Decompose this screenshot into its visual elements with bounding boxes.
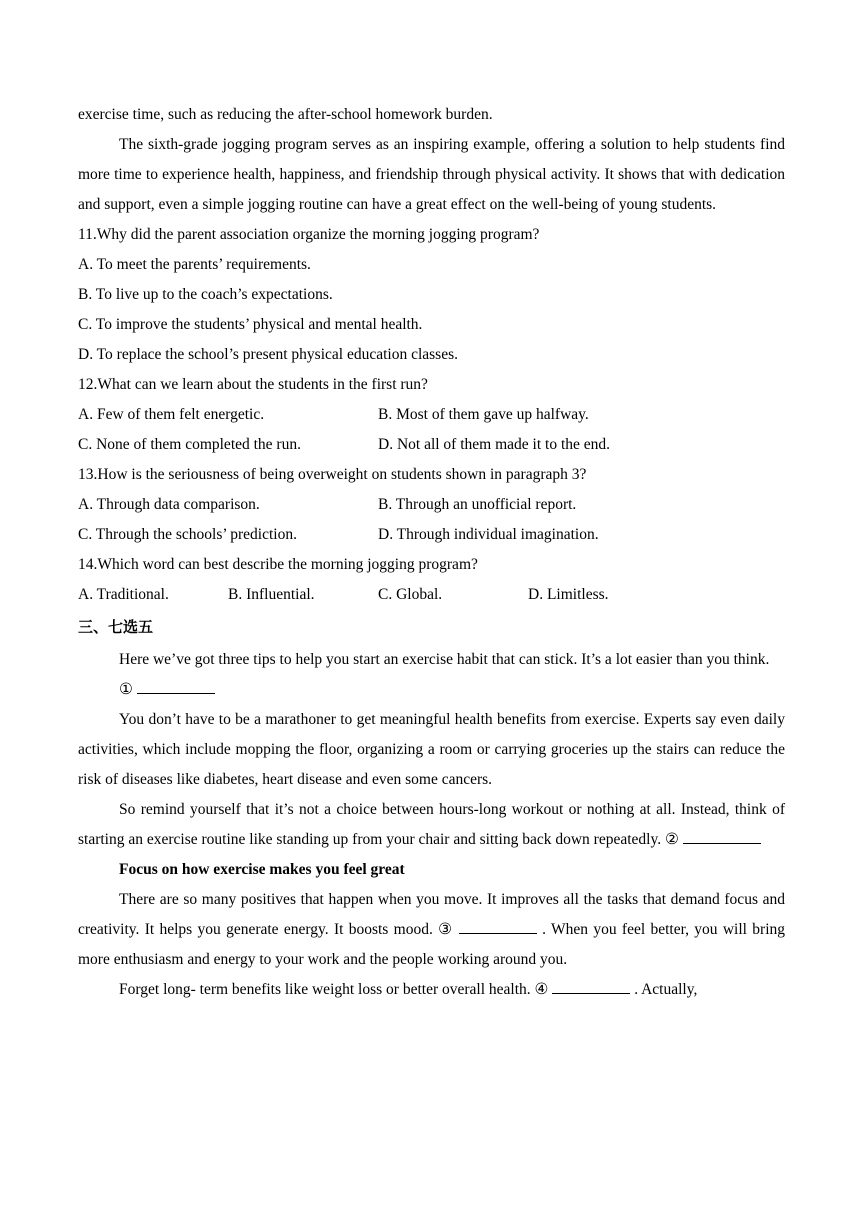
question-12-options-row-2 bbox=[78, 430, 785, 460]
paragraph-3-text-b: . When you feel better, you will bring more enthusiasm and energy to your work and the people working around you. bbox=[78, 921, 786, 968]
question-12-option-b: B. Most of them gave up halfway. bbox=[378, 406, 589, 423]
question-12-options-row-1 bbox=[78, 400, 785, 430]
question-13-option-c: C. Through the schools’ prediction. bbox=[78, 526, 297, 543]
question-14-option-a: A. Traditional. bbox=[78, 586, 169, 603]
section-heading: 三、七选五 bbox=[78, 618, 154, 636]
question-14-option-d: D. Limitless. bbox=[528, 586, 609, 603]
question-13-option-d: D. Through individual imagination. bbox=[378, 526, 599, 543]
question-13-options-row-1 bbox=[78, 490, 785, 520]
question-13-options-row-2 bbox=[78, 520, 785, 550]
paragraph-3 bbox=[78, 885, 785, 975]
passage-end-line: exercise time, such as reducing the after-school homework burden. bbox=[78, 106, 493, 123]
question-12-stem: 12.What can we learn about the students in the first run? bbox=[78, 376, 428, 393]
subheading: Focus on how exercise makes you feel great bbox=[119, 861, 405, 878]
question-14-option-c: C. Global. bbox=[378, 586, 443, 603]
question-11-option-b: B. To live up to the coach’s expectations. bbox=[78, 286, 333, 303]
section-intro-paragraph: Here we’ve got three tips to help you start an exercise habit that can stick. It’s a lot easier than you think. bbox=[119, 651, 770, 668]
paragraph-4 bbox=[78, 975, 785, 1005]
question-12-option-d: D. Not all of them made it to the end. bbox=[378, 436, 611, 453]
blank-3-number: ③ bbox=[438, 921, 454, 938]
blank-1-number: ① bbox=[119, 681, 133, 698]
question-14-stem: 14.Which word can best describe the morning jogging program? bbox=[78, 556, 478, 573]
blank-4-underline bbox=[552, 979, 630, 994]
paragraph-1: You don’t have to be a marathoner to get meaningful health benefits from exercise. Experts say even daily activities, which include mopping the floor, organizing a room or carrying groceries up the stairs can reduce the risk of diseases like diabetes, heart disease and even some cancers. bbox=[78, 711, 785, 788]
question-14-option-b: B. Influential. bbox=[228, 586, 315, 603]
paragraph-4-text-b: . Actually, bbox=[634, 981, 698, 998]
paragraph-3-text-a: There are so many positives that happen when you move. It improves all the tasks that demand focus and creativity. It helps you generate energy. It boosts mood. bbox=[78, 891, 785, 938]
question-12-option-a: A. Few of them felt energetic. bbox=[78, 406, 265, 423]
question-11-option-c: C. To improve the students’ physical and mental health. bbox=[78, 316, 423, 333]
blank-1-line bbox=[78, 675, 785, 705]
question-13-stem: 13.How is the seriousness of being overweight on students shown in paragraph 3? bbox=[78, 466, 587, 483]
blank-3-underline bbox=[459, 919, 537, 934]
paragraph-4-text-a: Forget long- term benefits like weight loss or better overall health. bbox=[119, 981, 531, 998]
question-11-stem: 11.Why did the parent association organize the morning jogging program? bbox=[78, 226, 540, 243]
question-11-option-a: A. To meet the parents’ requirements. bbox=[78, 256, 311, 273]
blank-1-underline bbox=[137, 679, 215, 694]
blank-2-underline bbox=[683, 829, 761, 844]
paragraph-2 bbox=[78, 795, 785, 855]
passage-conclusion-paragraph: The sixth-grade jogging program serves as an inspiring example, offering a solution to help students find more time to experience health, happiness, and friendship through physical activity. It shows that with dedication and support, even a simple jogging routine can have a great effect on the well-being of young students. bbox=[78, 136, 785, 213]
blank-4-number: ④ bbox=[534, 981, 549, 998]
question-13-option-b: B. Through an unofficial report. bbox=[378, 496, 577, 513]
question-12-option-c: C. None of them completed the run. bbox=[78, 436, 301, 453]
question-13-option-a: A. Through data comparison. bbox=[78, 496, 260, 513]
paragraph-2-text: So remind yourself that it’s not a choice between hours-long workout or nothing at all. Instead, think of starting an exercise routine like standing up from your chair and sitting back down repeatedly. bbox=[78, 801, 785, 848]
question-14-options-row bbox=[78, 580, 785, 610]
document-content bbox=[78, 100, 785, 1005]
blank-2-number: ② bbox=[664, 831, 679, 848]
question-11-option-d: D. To replace the school’s present physical education classes. bbox=[78, 346, 458, 363]
